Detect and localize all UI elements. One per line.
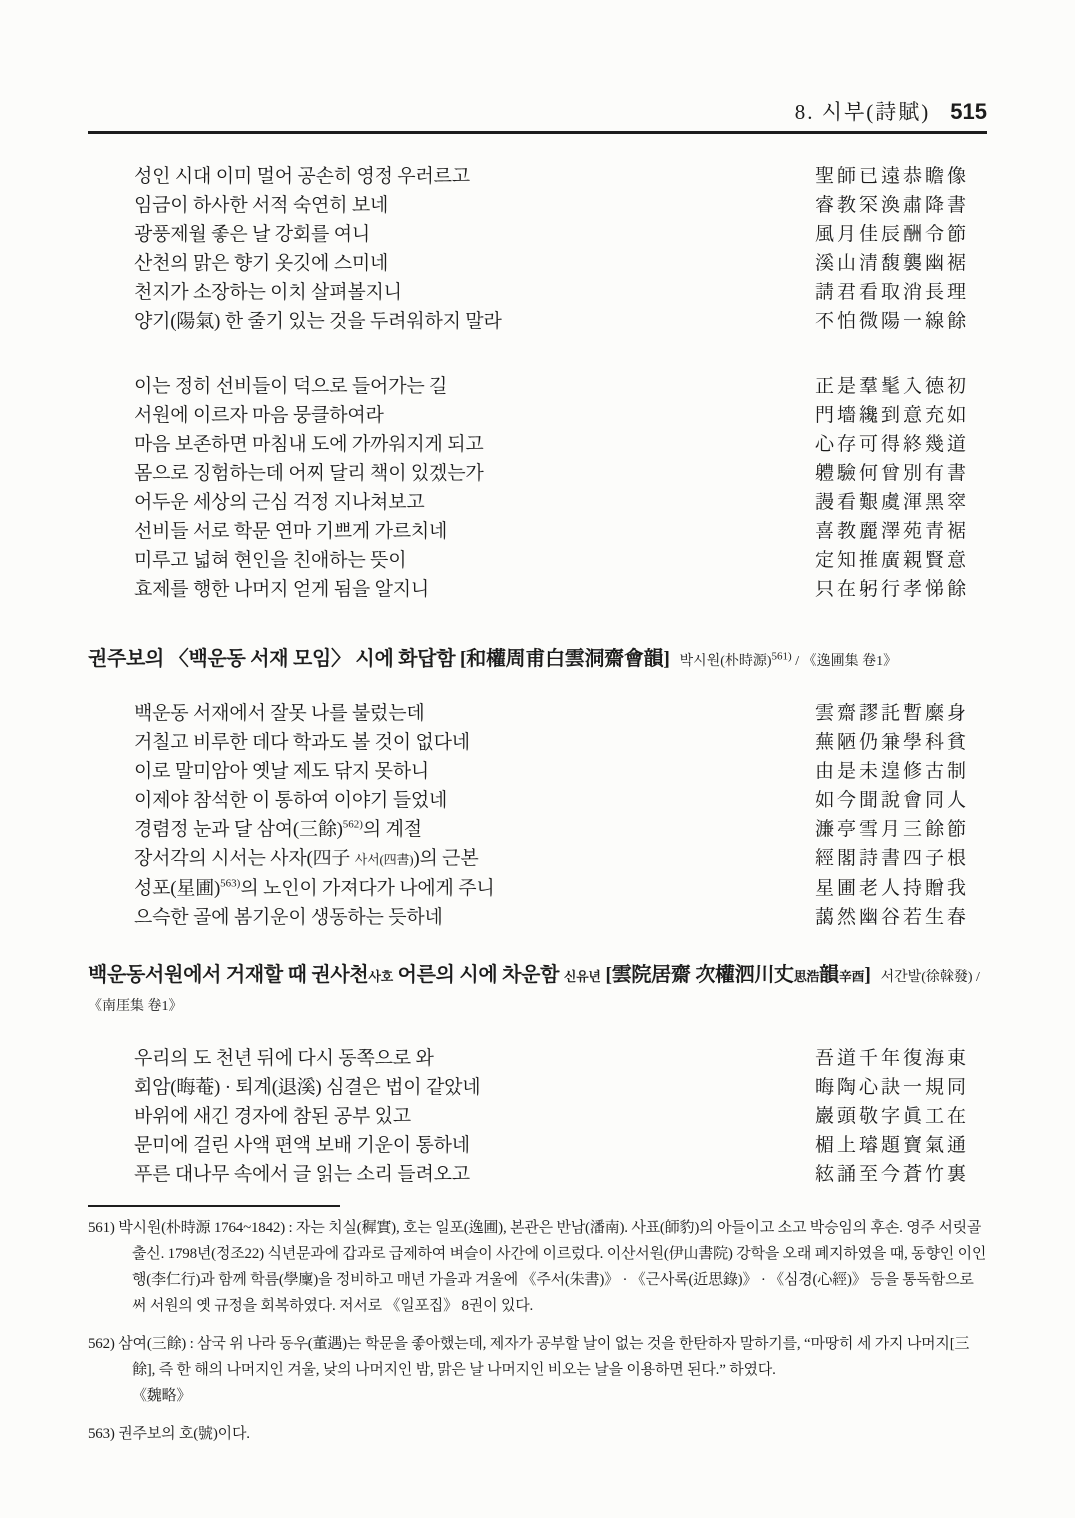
poem-line-hanja: 雲齋謬託暫縻身 xyxy=(815,703,970,724)
section-author: 서간발(徐榦發) / 《南厓集 卷1》 xyxy=(88,970,980,1014)
poem-line xyxy=(88,757,987,786)
poem-line xyxy=(88,191,987,220)
poem-line-korean: 임금이 하사한 서적 숙연히 보네 xyxy=(134,195,389,216)
poem-line-hanja: 睿教罙渙肅降書 xyxy=(815,195,970,216)
poem-line-korean: 선비들 서로 학문 연마 기쁘게 가르치네 xyxy=(134,521,448,542)
poem-line-korean: 우리의 도 천년 뒤에 다시 동쪽으로 와 xyxy=(134,1048,434,1069)
poem-line xyxy=(88,699,987,728)
poem-line-korean: 이는 정히 선비들이 덕으로 들어가는 길 xyxy=(134,376,448,397)
poem-line-hanja: 不怕微陽一線餘 xyxy=(815,311,970,332)
poem-line-korean: 문미에 걸린 사액 편액 보배 기운이 통하네 xyxy=(134,1135,470,1156)
poem-stanza-1 xyxy=(88,162,987,336)
footnote-number: 562) xyxy=(88,1336,115,1352)
poem-line-hanja: 門墻纔到意充如 xyxy=(815,405,970,426)
inline-gloss: 사호 xyxy=(368,969,393,984)
footnote-561 xyxy=(88,1215,987,1319)
poem-line-korean: 양기(陽氣) 한 줄기 있는 것을 두려워하지 말라 xyxy=(134,311,502,332)
poem-line xyxy=(88,517,987,546)
text-segment: 경렴정 눈과 달 삼여(三餘) xyxy=(134,819,343,840)
poem-line xyxy=(88,786,987,815)
poem-line-korean: 회암(晦菴) · 퇴계(退溪) 심결은 법이 같았네 xyxy=(134,1077,481,1098)
author-name: 박시원(朴時源) xyxy=(679,654,772,669)
section-title-text: ] xyxy=(864,964,871,986)
poem-line xyxy=(88,1102,987,1131)
text-segment: 장서각의 시서는 사자(四子 xyxy=(134,848,355,869)
poem-line-korean: 푸른 대나무 속에서 글 읽는 소리 들려오고 xyxy=(134,1164,470,1185)
chapter-heading: 8. 시부(詩賦) xyxy=(794,100,931,124)
poem-line-korean: 백운동 서재에서 잘못 나를 불렀는데 xyxy=(134,703,425,724)
poem-line-hanja: 風月佳辰酬令節 xyxy=(815,224,970,245)
poem-line-korean: 천지가 소장하는 이치 살펴볼지니 xyxy=(134,282,402,303)
poem-line xyxy=(88,815,987,844)
poem-line-hanja: 絃誦至今蒼竹裏 xyxy=(815,1164,970,1185)
poem-line-korean: 이로 말미암아 옛날 제도 닦지 못하니 xyxy=(134,761,430,782)
source-title: / 《逸圃集 卷1》 xyxy=(791,654,898,669)
poem-line xyxy=(88,162,987,191)
poem-line-hanja: 喜教麗澤苑青裾 xyxy=(815,521,970,542)
poem-line-hanja: 晦陶心訣一規同 xyxy=(815,1077,970,1098)
poem-line-korean: 산천의 맑은 향기 옷깃에 스미네 xyxy=(134,253,389,274)
inline-gloss: 辛酉 xyxy=(838,969,865,984)
poem-line-hanja: 由是未遑修古制 xyxy=(815,761,970,782)
inline-gloss: 신유년 xyxy=(563,969,601,984)
footnote-text: 박시원(朴時源 1764~1842) : 자는 치실(穉實), 호는 일포(逸圃), 본관은 반남(潘南). 사표(師豹)의 아들이고 소고 박승임의 후손. 영주 서릿골 출신. 1798년(정조22) 식년문과에 갑과로 급제하여 벼슬이 사간에 이르렀다. 이산서원(伊山書院) 강학을 오래 폐지하였을 때, 동향인 이인행(李仁行)과 함께 학름(學廩)을 정비하고 매년 가을과 겨울에 《주서(朱書)》 · 《근사록(近思錄)》 · 《심경(心經)》 등을 통독함으로써 서원의 옛 규정을 회복하였다. 저서로 《일포집》 8권이 있다. xyxy=(118,1220,987,1314)
footnote-562 xyxy=(88,1331,987,1409)
poem-line-hanja: 定知推廣親賢意 xyxy=(815,550,970,571)
text-segment: 성포(星圃) xyxy=(134,878,221,899)
poem-line-korean: 미루고 넓혀 현인을 친애하는 뜻이 xyxy=(134,550,407,571)
inline-gloss: 思浩 xyxy=(793,969,820,984)
poem-line-korean: 어두운 세상의 근심 걱정 지나쳐보고 xyxy=(134,492,425,513)
poem-line-hanja: 如今聞說會同人 xyxy=(815,790,970,811)
poem-line-korean: 광풍제월 좋은 날 강회를 여니 xyxy=(134,224,371,245)
poem-line-hanja: 請君看取消長理 xyxy=(815,282,970,303)
poem-line xyxy=(88,1073,987,1102)
text-segment: 의 노인이 가져다가 나에게 주니 xyxy=(240,878,495,899)
page-header xyxy=(88,96,987,134)
poem-line-hanja: 藹然幽谷若生春 xyxy=(815,907,970,928)
poem-line xyxy=(88,430,987,459)
poem-line xyxy=(88,874,987,903)
footnote-text: 권주보의 호(號)이다. xyxy=(118,1426,250,1442)
poem-line-hanja: 吾道千年復海東 xyxy=(815,1048,970,1069)
poem-line-hanja: 謾看艱虞渾黑窣 xyxy=(815,492,970,513)
poem-line-korean: 마음 보존하면 마침내 도에 가까워지게 되고 xyxy=(134,434,484,455)
poem-line xyxy=(88,844,987,874)
poem-line xyxy=(88,575,987,604)
footnote-ref-561: 561) xyxy=(771,650,792,663)
section-title-text: 백운동서원에서 거재할 때 권사천 xyxy=(88,964,369,986)
section-title-text: 권주보의 〈백운동 서재 모임〉 시에 화답함 [和權周甫白雲洞齋會韻] xyxy=(88,648,670,670)
poem-line-hanja: 只在躬行孝悌餘 xyxy=(815,579,970,600)
poem-line xyxy=(88,1160,987,1189)
footnote-number: 561) xyxy=(88,1220,115,1236)
poem-line xyxy=(88,903,987,932)
poem-line-korean: 거칠고 비루한 데다 학과도 볼 것이 없다네 xyxy=(134,732,470,753)
poem-line-hanja: 經閣詩書四子根 xyxy=(815,848,970,869)
poem-line-korean: 으슥한 골에 봄기운이 생동하는 듯하네 xyxy=(134,907,443,928)
poem-line-korean xyxy=(88,815,815,844)
poem-line-korean xyxy=(88,874,815,903)
poem-line-hanja: 溪山清馥襲幽裾 xyxy=(815,253,970,274)
text-segment: 의 계절 xyxy=(362,819,422,840)
page-number: 515 xyxy=(950,99,987,124)
poem-line-korean xyxy=(88,844,815,874)
poem-line xyxy=(88,307,987,336)
poem-line xyxy=(88,728,987,757)
poem-line xyxy=(88,546,987,575)
poem-line-korean: 성인 시대 이미 멀어 공손히 영정 우러르고 xyxy=(134,166,470,187)
poem-line-hanja: 濂亭雪月三餘節 xyxy=(815,819,970,840)
poem-line-korean: 이제야 참석한 이 통하여 이야기 들었네 xyxy=(134,790,448,811)
section-title-chaun xyxy=(88,962,987,1020)
poem-line-hanja: 心存可得終幾道 xyxy=(815,434,970,455)
footnote-ref-562: 562) xyxy=(342,818,363,831)
poem-line-hanja: 星圃老人持贈我 xyxy=(815,878,970,899)
poem-line-hanja: 楣上璿題寶氣通 xyxy=(815,1135,970,1156)
poem-line-korean: 바위에 새긴 경자에 참된 공부 있고 xyxy=(134,1106,411,1127)
footnote-source: 《魏略》 xyxy=(132,1388,192,1404)
poem-line xyxy=(88,488,987,517)
poem-line-korean: 몸으로 징험하는데 어찌 달리 책이 있겠는가 xyxy=(134,463,484,484)
text-segment: )의 근본 xyxy=(413,848,479,869)
section-title-text: 어른의 시에 차운함 xyxy=(392,964,564,986)
section-author xyxy=(679,650,898,669)
poem-line xyxy=(88,1044,987,1073)
poem-line-korean: 서원에 이르자 마음 뭉클하여라 xyxy=(134,405,384,426)
inline-gloss: 사서(四書) xyxy=(354,852,414,867)
poem-line-hanja: 蕪陋仍兼學科貧 xyxy=(815,732,970,753)
footnote-563 xyxy=(88,1421,987,1447)
poem-line-hanja: 軆驗何曾別有書 xyxy=(815,463,970,484)
section-title-text: [雲院居齋 次權泗川丈 xyxy=(600,964,794,986)
poem-line xyxy=(88,220,987,249)
poem-line xyxy=(88,249,987,278)
poem-stanza-2 xyxy=(88,372,987,604)
poem-line xyxy=(88,1131,987,1160)
section-title-hwadap xyxy=(88,646,987,675)
section-title-text: 韻 xyxy=(819,964,839,986)
poem-line-korean: 효제를 행한 나머지 얻게 됨을 알지니 xyxy=(134,579,430,600)
poem-stanza-3 xyxy=(88,699,987,932)
footnote-divider xyxy=(88,1205,340,1207)
poem-line-hanja: 巖頭敬字眞工在 xyxy=(815,1106,970,1127)
poem-line xyxy=(88,372,987,401)
poem-line xyxy=(88,401,987,430)
poem-line-hanja: 聖師已遠恭瞻像 xyxy=(815,166,970,187)
poem-line xyxy=(88,459,987,488)
footnote-number: 563) xyxy=(88,1426,115,1442)
footnote-ref-563: 563) xyxy=(220,877,241,890)
poem-line-hanja: 正是羣髦入德初 xyxy=(815,376,970,397)
poem-line xyxy=(88,278,987,307)
footnote-text: 삼여(三餘) : 삼국 위 나라 동우(董遇)는 학문을 좋아했는데, 제자가 공부할 날이 없는 것을 한탄하자 말하기를, “마땅히 세 가지 나머지[三餘], 즉 한 해의 나머지인 겨울, 낮의 나머지인 밤, 맑은 날 나머지인 비오는 날을 이용하면 된다.” 하였다. xyxy=(118,1336,970,1378)
poem-stanza-4 xyxy=(88,1044,987,1189)
